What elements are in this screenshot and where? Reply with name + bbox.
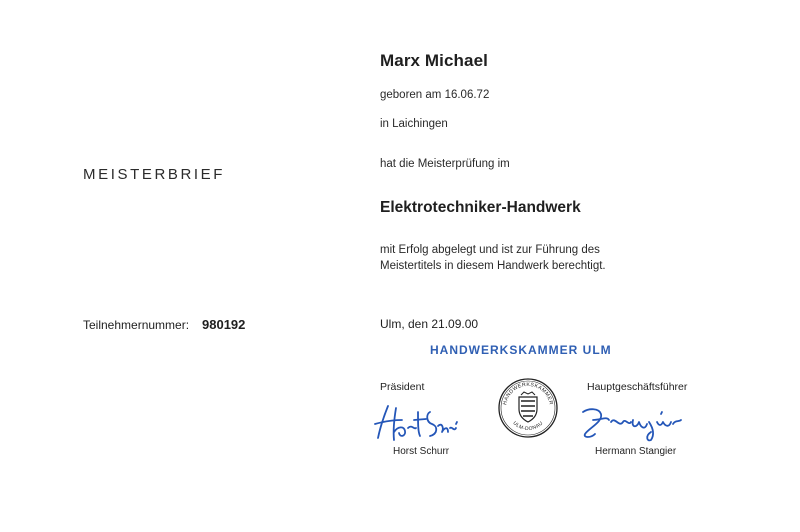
trade-name: Elektrotechniker-Handwerk (380, 199, 581, 216)
birthplace: in Laichingen (380, 118, 448, 130)
document-title: MEISTERBRIEF (83, 166, 226, 183)
entitlement-line-1: mit Erfolg abgelegt und ist zur Führung des (380, 244, 600, 256)
president-name: Horst Schurr (393, 446, 450, 457)
holder-name: Marx Michael (380, 51, 488, 70)
chamber-name: HANDWERKSKAMMER ULM (430, 343, 612, 357)
chamber-seal (497, 377, 559, 444)
place-date: Ulm, den 21.09.00 (380, 317, 479, 331)
managing-director-role: Hauptgeschäftsführer (587, 381, 688, 393)
president-signature (372, 398, 462, 449)
exam-statement: hat die Meisterprüfung im (380, 158, 510, 170)
birth-date: geboren am 16.06.72 (380, 89, 490, 101)
entitlement-line-2: Meistertitels in diesem Handwerk berechtigt. (380, 260, 606, 272)
managing-director-name: Hermann Stangier (595, 446, 677, 457)
seal-top-text: HANDWERKSKAMMER (502, 381, 554, 406)
president-role: Präsident (380, 381, 425, 393)
participant-label: Teilnehmernummer: (83, 318, 190, 332)
managing-director-signature (575, 398, 685, 449)
seal-bottom-text: ULM-DONAU (511, 420, 545, 433)
participant-number: 980192 (202, 317, 246, 332)
coat-of-arms-icon (519, 392, 537, 422)
